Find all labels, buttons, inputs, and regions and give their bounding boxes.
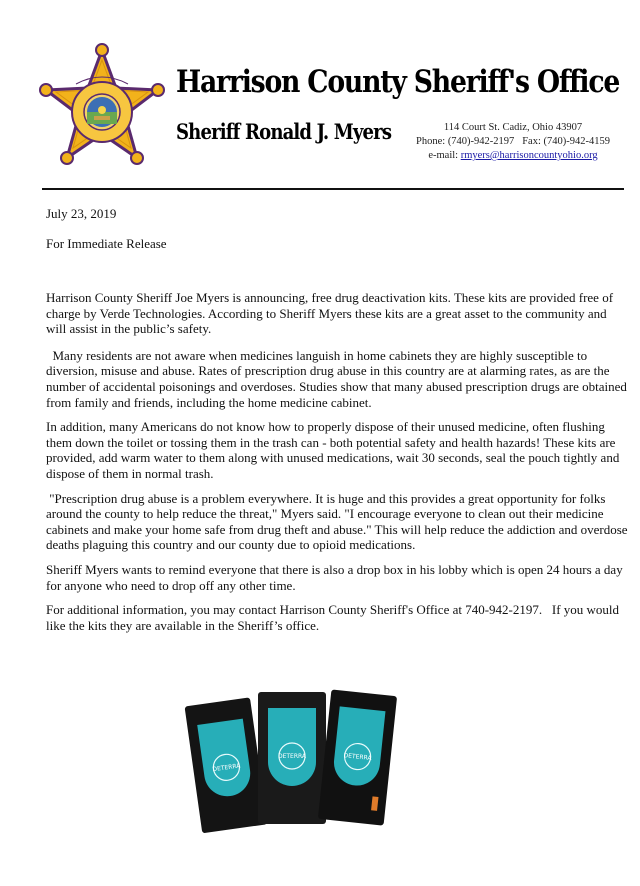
press-release-body xyxy=(46,290,631,642)
release-date: July 23, 2019 xyxy=(46,206,117,221)
paragraph: Sheriff Myers wants to remind everyone that there is also a drop box in his lobby which is open 24 hours a day for anyone who need to drop off any other time. xyxy=(46,561,623,593)
paragraph: In addition, many Americans do not know how to properly dispose of their unused medicine, often flushing them down the toilet or tossing them in the trash can - both potential safety and health hazards! These kits are provided, add warm water to them along with unused medications, wait 30 seconds, seal the pouch tightly and dispose of them in normal trash. xyxy=(46,419,620,481)
address: 114 Court St. Cadiz, Ohio 43907 xyxy=(443,122,583,133)
fax-label: Fax: xyxy=(522,136,541,147)
sheriff-badge-logo xyxy=(36,40,168,172)
phone-number: (740)-942-2197 xyxy=(447,136,515,147)
paragraph: For additional information, you may contact Harrison County Sheriff's Office at 740-942-2197. If you would like the kits they are available in the Sheriff’s office. xyxy=(46,602,623,633)
paragraph: Many residents are not aware when medicines languish in home cabinets they are highly susceptible to diversion, misuse and abuse. Rates of prescription drug abuse in this country are at alarming rates, as are the number of accidental poisonings and overdoses. Studies show that many abused prescription drugs are obtained from family and friends, including the home medicine cabinet. xyxy=(46,347,631,410)
org-title: Harrison County Sheriff's Office xyxy=(176,64,620,100)
email-label: e-mail: xyxy=(428,150,459,161)
ohio-seal-icon xyxy=(87,97,117,127)
deterra-pouches-photo xyxy=(182,682,400,840)
brand-label: DETERRA xyxy=(212,762,241,774)
paragraph: Harrison County Sheriff Joe Myers is announcing, free drug deactivation kits. These kits are provided free of charge by Verde Technologies. According to Sheriff Myers these kits are a great asset to the community and will assist in the public’s safety. xyxy=(46,290,614,337)
pouch-right xyxy=(318,689,397,825)
paragraph: "Prescription drug abuse is a problem everywhere. It is huge and this provides a great opportunity for folks around the county to help reduce the threat," Myers said. "I encourage everyone to clean out their medicine cabinets and make your home safe from drug theft and abuse." This will help reduce the addiction and overdose deaths plaguing this country and our county due to opioid medications. xyxy=(46,490,631,553)
phone-fax-line xyxy=(408,135,618,149)
brand-label: DETERRA xyxy=(277,753,307,760)
brand-label: DETERRA xyxy=(343,752,372,763)
sheriff-name: Sheriff Ronald J. Myers xyxy=(176,119,392,144)
header-divider xyxy=(42,188,624,190)
email-line xyxy=(408,149,618,163)
email-link[interactable]: rmyers@harrisoncountyohio.org xyxy=(460,150,598,161)
pouch-middle xyxy=(258,692,326,824)
release-line: For Immediate Release xyxy=(46,236,167,251)
contact-block xyxy=(408,121,618,163)
fax-number: (740)-942-4159 xyxy=(543,136,610,147)
phone-label: Phone: xyxy=(416,136,446,147)
